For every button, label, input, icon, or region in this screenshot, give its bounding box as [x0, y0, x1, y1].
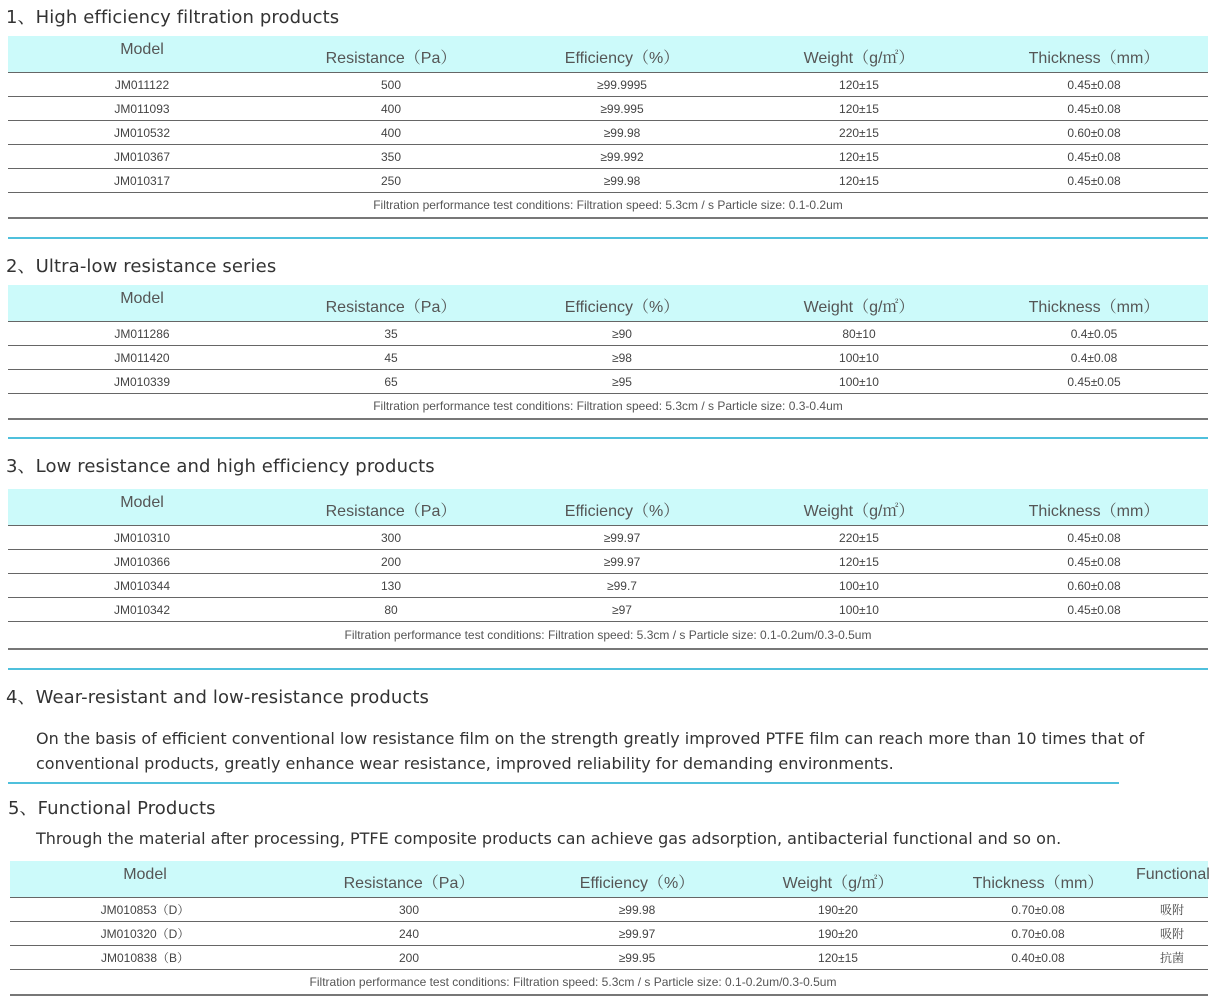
table-row	[10, 898, 1208, 922]
cell-resistance: 130	[276, 574, 506, 598]
spec-table-low-resistance-high-efficiency	[8, 489, 1208, 650]
table-header-row	[8, 489, 1208, 526]
cell-model: JM010838（B）	[10, 946, 280, 970]
test-conditions-row	[8, 394, 1208, 420]
column-header-efficiency: Efficiency（%）	[506, 36, 738, 73]
cell-resistance: 250	[276, 169, 506, 193]
cell-model: JM010317	[8, 169, 276, 193]
cell-model: JM011093	[8, 97, 276, 121]
cell-efficiency: ≥99.98	[506, 169, 738, 193]
cell-model: JM010342	[8, 598, 276, 622]
table-row	[8, 370, 1208, 394]
section-title: 4、Wear-resistant and low-resistance products	[6, 687, 430, 708]
column-header-resistance: Resistance（Pa）	[280, 861, 538, 898]
column-header-thickness: Thickness（mm）	[980, 285, 1208, 322]
table-row	[8, 574, 1208, 598]
cell-resistance: 65	[276, 370, 506, 394]
table-row	[10, 946, 1208, 970]
cell-model: JM010853（D）	[10, 898, 280, 922]
section-title: 5、Functional Products	[8, 798, 216, 819]
cell-weight: 120±15	[736, 946, 940, 970]
column-header-efficiency: Efficiency（%）	[506, 285, 738, 322]
cell-thickness: 0.60±0.08	[980, 574, 1208, 598]
cell-resistance: 200	[276, 550, 506, 574]
test-conditions-row	[8, 193, 1208, 219]
table-row	[8, 346, 1208, 370]
cell-resistance: 300	[280, 898, 538, 922]
cell-thickness: 0.45±0.08	[980, 73, 1208, 97]
cell-resistance: 350	[276, 145, 506, 169]
cell-thickness: 0.70±0.08	[940, 922, 1136, 946]
test-conditions-row	[10, 970, 1208, 996]
column-header-weight: Weight（g/㎡）	[738, 36, 980, 73]
column-header-resistance: Resistance（Pa）	[276, 36, 506, 73]
cell-model: JM010339	[8, 370, 276, 394]
cell-thickness: 0.70±0.08	[940, 898, 1136, 922]
cell-efficiency: ≥97	[506, 598, 738, 622]
cell-thickness: 0.45±0.08	[980, 526, 1208, 550]
cell-weight: 220±15	[738, 121, 980, 145]
test-conditions-note: Filtration performance test conditions: Filtration speed: 5.3cm / s Particle size: 0.1-0.2um	[8, 193, 1208, 219]
cell-efficiency: ≥99.97	[538, 922, 736, 946]
cell-efficiency: ≥99.98	[506, 121, 738, 145]
table-row	[8, 73, 1208, 97]
cell-efficiency: ≥99.97	[506, 526, 738, 550]
cell-model: JM010367	[8, 145, 276, 169]
test-conditions-row	[8, 622, 1208, 650]
column-header-thickness: Thickness（mm）	[940, 861, 1136, 898]
section-description: Through the material after processing, PTFE composite products can achieve gas adsorption, antibacterial functional and so on.	[36, 829, 1062, 848]
cell-thickness: 0.4±0.05	[980, 322, 1208, 346]
cell-functional: 吸附	[1136, 898, 1208, 922]
column-header-model: Model	[8, 489, 276, 526]
cell-efficiency: ≥99.98	[538, 898, 736, 922]
cell-thickness: 0.45±0.08	[980, 169, 1208, 193]
spec-table-high-efficiency	[8, 36, 1208, 219]
test-conditions-note: Filtration performance test conditions: Filtration speed: 5.3cm / s Particle size: 0.1-0.2um/0.3-0.5um	[10, 970, 1136, 996]
cell-weight: 190±20	[736, 922, 940, 946]
cell-model: JM011420	[8, 346, 276, 370]
cell-efficiency: ≥99.9995	[506, 73, 738, 97]
cell-weight: 220±15	[738, 526, 980, 550]
section-title: 1、High efficiency filtration products	[6, 7, 340, 28]
column-header-functional: Functional	[1136, 861, 1208, 898]
cell-efficiency: ≥99.995	[506, 97, 738, 121]
cell-model: JM010532	[8, 121, 276, 145]
column-header-efficiency: Efficiency（%）	[538, 861, 736, 898]
cell-efficiency: ≥99.95	[538, 946, 736, 970]
cell-thickness: 0.60±0.08	[980, 121, 1208, 145]
cell-efficiency: ≥99.7	[506, 574, 738, 598]
cell-thickness: 0.45±0.08	[980, 598, 1208, 622]
column-header-resistance: Resistance（Pa）	[276, 489, 506, 526]
cell-thickness: 0.45±0.08	[980, 145, 1208, 169]
cell-efficiency: ≥95	[506, 370, 738, 394]
cell-weight: 100±10	[738, 574, 980, 598]
column-header-weight: Weight（g/㎡）	[736, 861, 940, 898]
cell-resistance: 200	[280, 946, 538, 970]
cell-model: JM010366	[8, 550, 276, 574]
column-header-model: Model	[10, 861, 280, 898]
table-header-row	[8, 285, 1208, 322]
cell-thickness: 0.45±0.08	[980, 550, 1208, 574]
table-row	[8, 121, 1208, 145]
column-header-efficiency: Efficiency（%）	[506, 489, 738, 526]
table-row	[8, 550, 1208, 574]
column-header-weight: Weight（g/㎡）	[738, 285, 980, 322]
table-row	[8, 526, 1208, 550]
table-row	[8, 322, 1208, 346]
column-header-weight: Weight（g/㎡）	[738, 489, 980, 526]
table-header-row	[8, 36, 1208, 73]
cell-weight: 120±15	[738, 550, 980, 574]
cell-weight: 100±10	[738, 370, 980, 394]
cell-resistance: 300	[276, 526, 506, 550]
section-divider	[8, 668, 1208, 670]
cell-functional: 抗菌	[1136, 946, 1208, 970]
cell-model: JM010344	[8, 574, 276, 598]
section-description: On the basis of efficient conventional low resistance film on the strength greatly improved PTFE film can reach more than 10 times that of conventional products, greatly enhance wear resistance, improved reliability for demanding environments.	[36, 729, 1145, 773]
spec-table-ultra-low-resistance	[8, 285, 1208, 420]
column-header-model: Model	[8, 36, 276, 73]
cell-weight: 80±10	[738, 322, 980, 346]
cell-model: JM010310	[8, 526, 276, 550]
column-header-thickness: Thickness（mm）	[980, 489, 1208, 526]
table-row	[8, 169, 1208, 193]
spec-table-functional-products	[10, 861, 1208, 996]
table-header-row	[10, 861, 1208, 898]
cell-thickness: 0.4±0.08	[980, 346, 1208, 370]
test-conditions-note: Filtration performance test conditions: Filtration speed: 5.3cm / s Particle size: 0.1-0.2um/0.3-0.5um	[8, 622, 1208, 650]
test-conditions-note: Filtration performance test conditions: Filtration speed: 5.3cm / s Particle size: 0.3-0.4um	[8, 394, 1208, 420]
cell-weight: 120±15	[738, 169, 980, 193]
cell-resistance: 45	[276, 346, 506, 370]
table-row	[8, 97, 1208, 121]
column-header-thickness: Thickness（mm）	[980, 36, 1208, 73]
table-row	[8, 598, 1208, 622]
cell-weight: 120±15	[738, 73, 980, 97]
cell-model: JM010320（D）	[10, 922, 280, 946]
cell-resistance: 35	[276, 322, 506, 346]
cell-resistance: 500	[276, 73, 506, 97]
cell-thickness: 0.45±0.05	[980, 370, 1208, 394]
cell-thickness: 0.45±0.08	[980, 97, 1208, 121]
column-header-model: Model	[8, 285, 276, 322]
cell-efficiency: ≥90	[506, 322, 738, 346]
cell-resistance: 400	[276, 97, 506, 121]
section-divider	[8, 237, 1208, 239]
section-divider	[8, 437, 1208, 439]
cell-resistance: 80	[276, 598, 506, 622]
cell-functional: 吸附	[1136, 922, 1208, 946]
cell-weight: 100±10	[738, 346, 980, 370]
cell-model: JM011286	[8, 322, 276, 346]
cell-model: JM011122	[8, 73, 276, 97]
cell-resistance: 240	[280, 922, 538, 946]
cell-resistance: 400	[276, 121, 506, 145]
table-row	[10, 922, 1208, 946]
test-conditions-note-spacer	[1136, 970, 1208, 996]
cell-weight: 100±10	[738, 598, 980, 622]
section-title: 2、Ultra-low resistance series	[6, 256, 277, 277]
cell-weight: 190±20	[736, 898, 940, 922]
cell-efficiency: ≥98	[506, 346, 738, 370]
section-title: 3、Low resistance and high efficiency products	[6, 456, 435, 477]
section-divider	[8, 782, 1119, 784]
column-header-resistance: Resistance（Pa）	[276, 285, 506, 322]
cell-efficiency: ≥99.97	[506, 550, 738, 574]
cell-weight: 120±15	[738, 145, 980, 169]
cell-thickness: 0.40±0.08	[940, 946, 1136, 970]
table-row	[8, 145, 1208, 169]
cell-weight: 120±15	[738, 97, 980, 121]
cell-efficiency: ≥99.992	[506, 145, 738, 169]
